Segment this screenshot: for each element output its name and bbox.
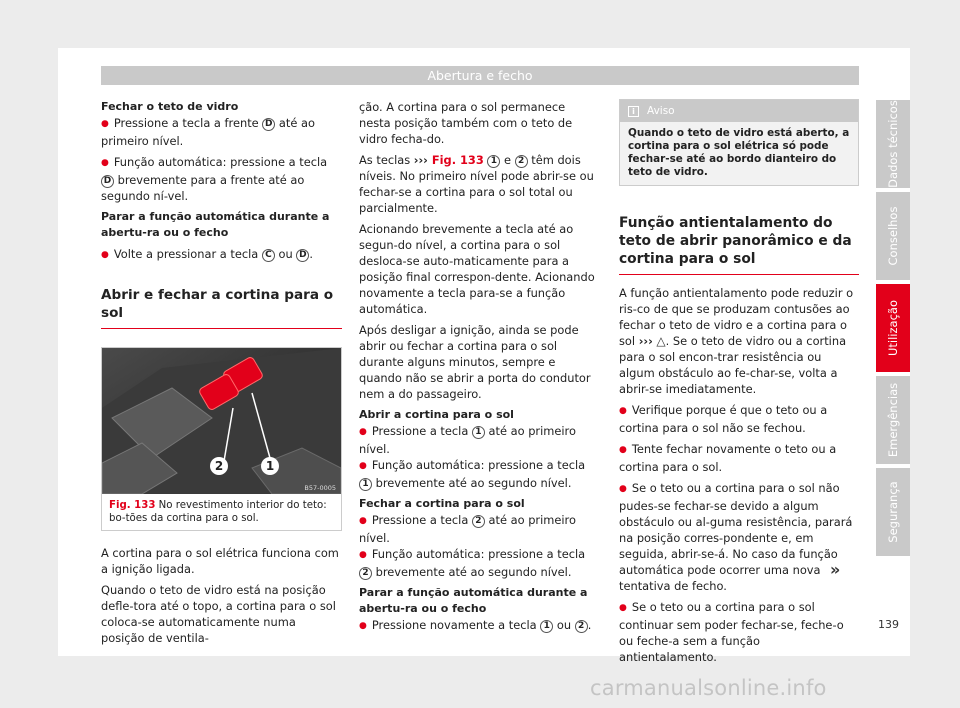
marker-2: 2 xyxy=(214,459,224,473)
paragraph: A função antientalamento pode reduzir o ris-co de que se produzam contusões ao fechar o teto de vidro e a cortina para o sol ››› △. Se o teto de vidro ou a cortina para o sol encon-trar resistência ou algum obstáculo ao fe-char-se, volta a abrir-se imediatamente. xyxy=(619,286,854,396)
list-item: ● Se o teto ou a cortina para o sol continuar sem poder fechar-se, feche-o ou feche-a sem a função antientalamento. xyxy=(619,599,859,665)
key-2: 2 xyxy=(515,155,528,168)
tab-utilizacao[interactable]: Utilização xyxy=(876,284,910,372)
key-d: D xyxy=(262,118,275,131)
key-2: 2 xyxy=(472,515,485,528)
chapter-tabs xyxy=(876,100,910,560)
notice-text: Quando o teto de vidro está aberto, a cortina para o sol elétrica só pode fechar-se até ao bordo dianteiro do teto de vidro. xyxy=(620,122,858,185)
list-item: ● Função automática: pressione a tecla D brevemente para a frente até ao segundo ní-vel. xyxy=(101,154,342,204)
figure-133 xyxy=(101,347,342,531)
key-d: D xyxy=(296,249,309,262)
watermark: carmanualsonline.info xyxy=(590,676,827,700)
key-c: C xyxy=(262,249,275,262)
notice-title: Aviso xyxy=(647,105,675,117)
key-1: 1 xyxy=(472,426,485,439)
list-item: ● Pressione novamente a tecla 1 ou 2 . xyxy=(359,617,600,635)
cross-ref-arrows: ››› xyxy=(638,334,653,348)
paragraph: Quando o teto de vidro está na posição defle-tora até o topo, a cortina para o sol coloca-se automaticamente numa posição de ventila- xyxy=(101,583,336,645)
cross-ref-arrows: ››› xyxy=(413,153,428,167)
key-2: 2 xyxy=(359,567,372,580)
key-d: D xyxy=(101,175,114,188)
paragraph: Após desligar a ignição, ainda se pode abrir ou fechar a cortina para o sol durante alguns minutos, sempre e quando não se abrir a porta do condutor nem a do passageiro. xyxy=(359,323,591,401)
list-item: ● Pressione a tecla a frente D até ao primeiro nível. xyxy=(101,115,342,149)
paragraph: ção. A cortina para o sol permanece nesta posição também com o teto de vidro fecha-do. xyxy=(359,100,573,146)
heading-parar: Parar a função automática durante a abertu-ra ou o fecho xyxy=(359,586,588,615)
tab-emergencias[interactable]: Emergências xyxy=(876,376,910,464)
page-number: 139 xyxy=(878,618,899,631)
list-item: ● Função automática: pressione a tecla 1 brevemente até ao segundo nível. xyxy=(359,457,600,491)
column-2 xyxy=(359,99,600,635)
key-1: 1 xyxy=(359,478,372,491)
section-title: Função antientalamento do teto de abrir panorâmico e da cortina para o sol xyxy=(619,214,859,275)
figure-caption: Fig. 133 No revestimento interior do teto: bo-tões da cortina para o sol. xyxy=(102,494,341,530)
list-item: ● Pressione a tecla 2 até ao primeiro nível. xyxy=(359,512,600,546)
paragraph: As teclas ››› Fig. 133 1 e 2 têm dois níveis. No primeiro nível pode abrir-se ou fechar-se a cortina para o sol total ou parcialmente. xyxy=(359,153,594,215)
figure-photo xyxy=(102,348,341,494)
list-item: ● Volte a pressionar a tecla C ou D . xyxy=(101,246,342,264)
key-2: 2 xyxy=(575,620,588,633)
list-item: ● Função automática: pressione a tecla 2 brevemente até ao segundo nível. xyxy=(359,546,600,580)
list-item: ● Verifique porque é que o teto ou a cortina para o sol não se fechou. xyxy=(619,402,859,436)
tab-dados-tecnicos[interactable]: Dados técnicos xyxy=(876,100,910,188)
continue-mark: » xyxy=(830,560,841,579)
page-header: Abertura e fecho xyxy=(101,66,859,85)
column-1 xyxy=(101,99,342,651)
fig-reference-link[interactable]: Fig. 133 xyxy=(427,153,484,167)
info-icon: i xyxy=(628,106,639,117)
column-3 xyxy=(619,99,859,670)
list-item: ● Se o teto ou a cortina para o sol não pudes-se fechar-se devido a algum obstáculo ou al-guma resistência, parará na posição corres-pondente e, em seguida, abrir-se-á. No caso da função automática pode ocorrer uma nova tentativa de fecho. xyxy=(619,480,859,594)
key-1: 1 xyxy=(487,155,500,168)
marker-1: 1 xyxy=(265,459,275,473)
paragraph: Acionando brevemente a tecla até ao segun-do nível, a cortina para o sol desloca-se auto-maticamente para a posição final correspon-dente. Acionando novamente a tecla para-se a função automática. xyxy=(359,222,595,316)
warning-icon: △ xyxy=(656,334,666,348)
figure-label: Fig. 133 xyxy=(109,500,156,511)
paragraph: A cortina para o sol elétrica funciona com a ignição ligada. xyxy=(101,546,339,576)
notice-header xyxy=(620,100,858,122)
section-title: Abrir e fechar a cortina para o sol xyxy=(101,286,342,329)
notice-box xyxy=(619,99,859,186)
key-1: 1 xyxy=(540,620,553,633)
heading-fechar-teto: Fechar o teto de vidro xyxy=(101,100,239,113)
list-item: ● Pressione a tecla 1 até ao primeiro nível. xyxy=(359,423,600,457)
figure-code: B57-0005 xyxy=(304,484,336,492)
tab-seguranca[interactable]: Segurança xyxy=(876,468,910,556)
heading-parar: Parar a função automática durante a abertu-ra ou o fecho xyxy=(101,210,330,239)
roof-console-illustration xyxy=(102,348,341,494)
heading-abrir: Abrir a cortina para o sol xyxy=(359,408,514,421)
list-item: ● Tente fechar novamente o teto ou a cortina para o sol. xyxy=(619,441,859,475)
heading-fechar: Fechar a cortina para o sol xyxy=(359,497,525,510)
tab-conselhos[interactable]: Conselhos xyxy=(876,192,910,280)
